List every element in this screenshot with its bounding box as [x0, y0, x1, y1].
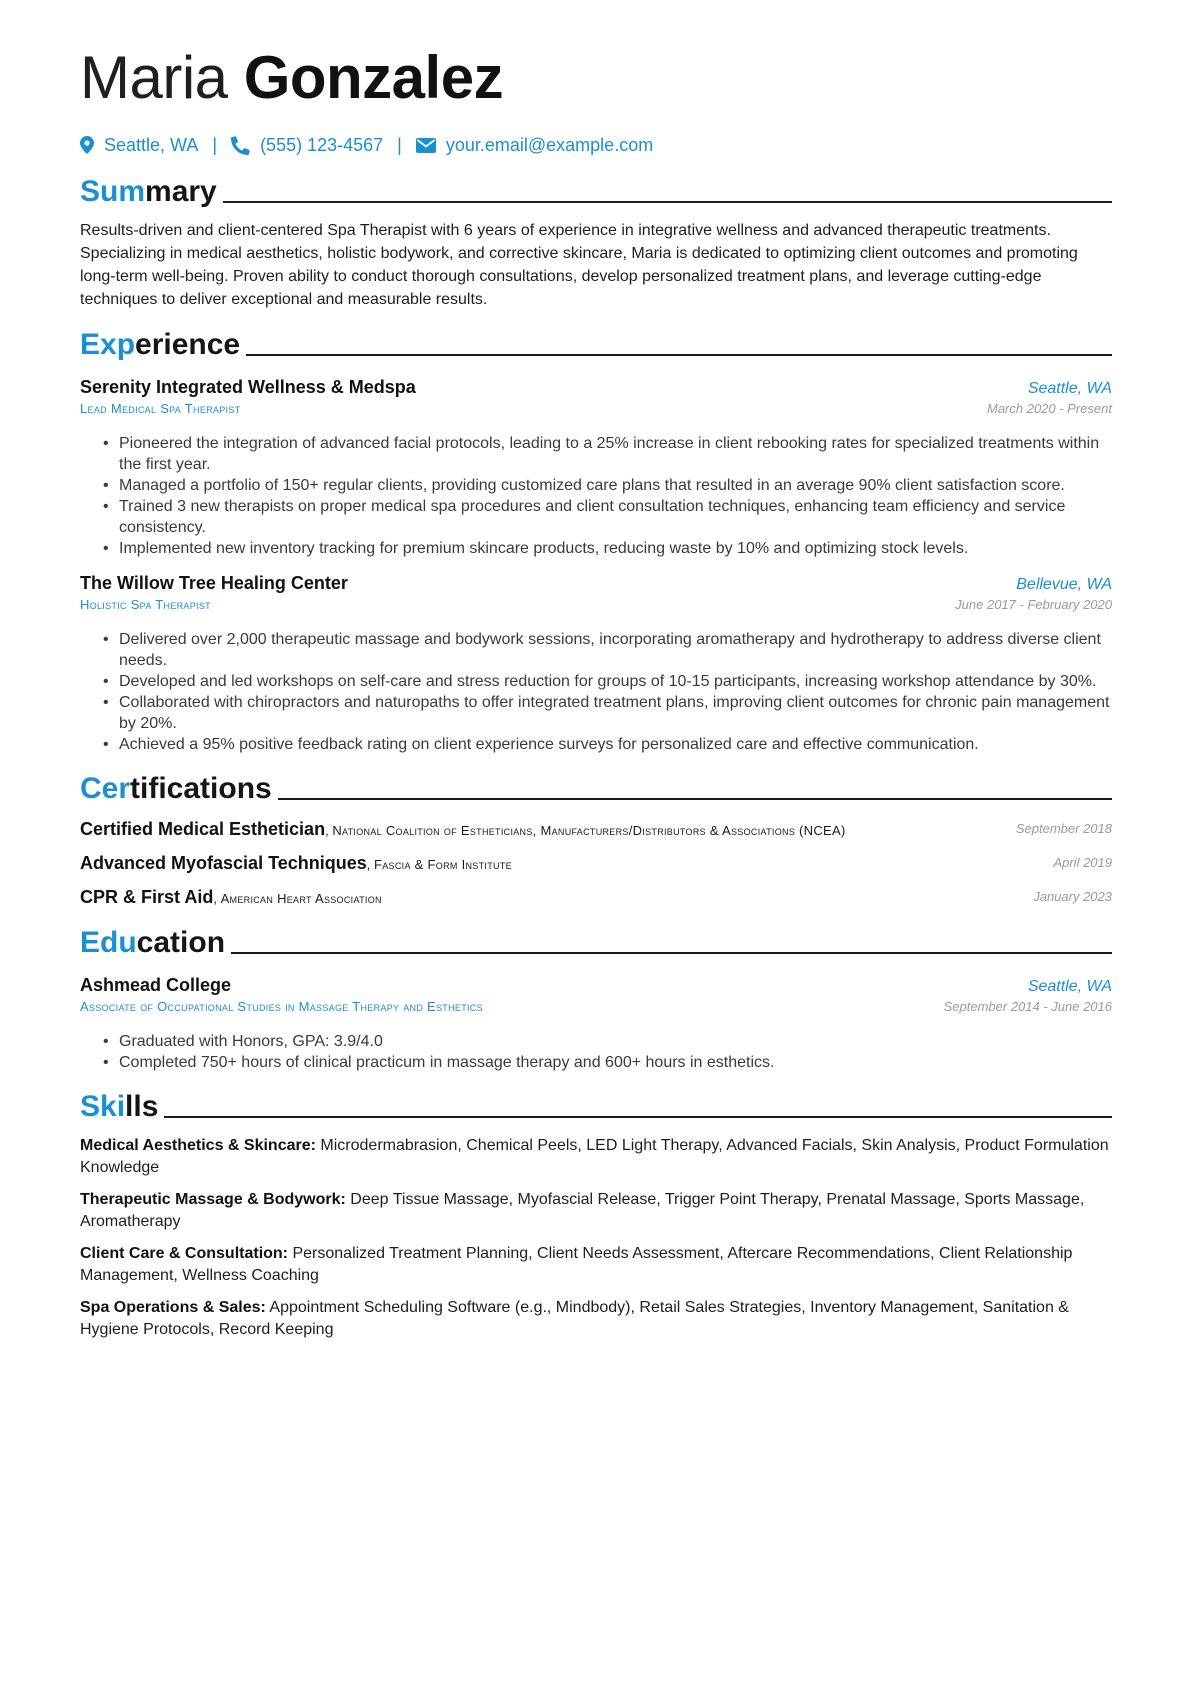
certification-date: January 2023 — [1033, 889, 1112, 904]
contact-email[interactable] — [416, 135, 653, 156]
contact-separator: | — [397, 134, 402, 155]
certification-name: Advanced Myofascial Techniques — [80, 853, 367, 873]
education-details — [80, 1031, 1112, 1073]
section-rule — [164, 1116, 1112, 1118]
school-name: Ashmead College — [80, 975, 232, 995]
skill-group — [80, 1297, 1112, 1341]
section-title: Summary — [80, 175, 217, 208]
school-location: Seattle, WA — [1027, 978, 1112, 995]
certifications-heading — [80, 767, 1112, 807]
employer-name: Serenity Integrated Wellness & Medspa — [80, 377, 416, 397]
contact-location — [80, 135, 198, 156]
section-rule — [231, 952, 1112, 954]
education-entry — [80, 975, 1112, 1073]
list-item: • Developed and led workshops on self-care and stress reduction for groups of 10-15 participants, increasing workshop attendance by 30%. — [119, 671, 1112, 692]
skill-category: Spa Operations & Sales: — [80, 1299, 266, 1316]
certification-date: April 2019 — [1053, 855, 1112, 870]
candidate-name — [80, 40, 1112, 116]
section-title: Certifications — [80, 772, 272, 805]
employer-location: Seattle, WA — [1027, 380, 1112, 397]
phone-text: (555) 123-4567 — [260, 134, 384, 155]
skill-group — [80, 1135, 1112, 1179]
achievement-list — [80, 629, 1112, 755]
job-title: Lead Medical Spa Therapist — [80, 401, 241, 416]
list-item: • Achieved a 95% positive feedback rating on client experience surveys for personalized care and effective communication. — [119, 734, 1112, 755]
experience-entry — [80, 377, 1112, 559]
skill-list: Appointment Scheduling Software (e.g., Mindbody), Retail Sales Strategies, Inventory Management, Sanitation & Hygiene Protocols, Record Keeping — [80, 1299, 1069, 1338]
section-rule — [246, 354, 1112, 356]
certification-item: Certified Medical Esthetician, National Coalition of Estheticians, Manufacturers/Distributors & Associations (NCEA) September 2018 — [80, 819, 1112, 839]
skill-category: Medical Aesthetics & Skincare: — [80, 1137, 316, 1154]
certification-name: Certified Medical Esthetician — [80, 819, 326, 839]
summary-text: Results-driven and client-centered Spa Therapist with 6 years of experience in integrative wellness and advanced therapeutic treatments. Specializing in medical aesthetics, holistic bodywork, and corrective skincare, Maria is dedicated to optimizing client outcomes and promoting long-term well-being. Proven ability to conduct thorough consultations, develop personalized treatment plans, and leverage cutting-edge techniques to deliver exceptional and measurable results. — [80, 222, 1078, 308]
employer-name: The Willow Tree Healing Center — [80, 573, 348, 593]
contact-line — [80, 132, 1112, 158]
section-rule — [278, 798, 1112, 800]
list-item: • Graduated with Honors, GPA: 3.9/4.0 — [119, 1031, 1112, 1052]
list-item: • Implemented new inventory tracking for premium skincare products, reducing waste by 10% and optimizing stock levels. — [119, 538, 1112, 559]
certification-issuer: Fascia & Form Institute — [374, 857, 512, 872]
certification-date: September 2018 — [1015, 821, 1112, 836]
certification-issuer: American Heart Association — [220, 891, 382, 906]
skill-list: Microdermabrasion, Chemical Peels, LED Light Therapy, Advanced Facials, Skin Analysis, Product Formulation Knowledge — [80, 1137, 1109, 1176]
summary-heading — [80, 170, 1112, 210]
envelope-icon — [416, 138, 436, 153]
job-dates: March 2020 - Present — [986, 401, 1112, 416]
job-title: Holistic Spa Therapist — [80, 597, 211, 612]
list-item: • Completed 750+ hours of clinical practicum in massage therapy and 600+ hours in esthetics. — [119, 1052, 1112, 1073]
phone-icon — [231, 136, 250, 155]
skill-list: Deep Tissue Massage, Myofascial Release, Trigger Point Therapy, Prenatal Massage, Sports Massage, Aromatherapy — [80, 1191, 1085, 1230]
skill-category: Client Care & Consultation: — [80, 1245, 289, 1262]
certification-issuer: National Coalition of Estheticians, Manufacturers/Distributors & Associations (NCEA) — [332, 823, 846, 838]
skills-heading — [80, 1085, 1112, 1125]
first-name: Maria — [80, 44, 228, 111]
location-text: Seattle, WA — [104, 134, 199, 155]
list-item: • Delivered over 2,000 therapeutic massage and bodywork sessions, incorporating aromatherapy and hydrotherapy to address diverse client needs. — [119, 629, 1112, 671]
skill-list: Personalized Treatment Planning, Client Needs Assessment, Aftercare Recommendations, Client Relationship Management, Wellness Coaching — [80, 1245, 1073, 1284]
education-heading — [80, 921, 1112, 961]
skill-group — [80, 1189, 1112, 1233]
section-title: Experience — [80, 328, 241, 361]
contact-phone[interactable] — [231, 135, 383, 156]
list-item: • Managed a portfolio of 150+ regular clients, providing customized care plans that resulted in an average 90% client satisfaction score. — [119, 475, 1112, 496]
list-item: • Pioneered the integration of advanced facial protocols, leading to a 25% increase in client rebooking rates for specialized treatments within the first year. — [119, 433, 1112, 475]
contact-separator: | — [212, 134, 218, 155]
achievement-list — [80, 433, 1112, 559]
section-title: Education — [80, 926, 226, 959]
list-item: • Trained 3 new therapists on proper medical spa procedures and client consultation techniques, enhancing team efficiency and service consistency. — [119, 496, 1112, 538]
certification-item: Advanced Myofascial Techniques, Fascia & Form Institute April 2019 — [80, 853, 1112, 873]
skill-group — [80, 1243, 1112, 1287]
location-pin-icon — [80, 136, 94, 154]
employer-location: Bellevue, WA — [1016, 576, 1112, 593]
degree-title: Associate of Occupational Studies in Massage Therapy and Esthetics — [80, 999, 483, 1014]
skill-category: Therapeutic Massage & Bodywork: — [80, 1191, 346, 1208]
section-title: Skills — [80, 1090, 159, 1123]
last-name: Gonzalez — [243, 44, 504, 111]
list-item: • Collaborated with chiropractors and naturopaths to offer integrated treatment plans, improving client outcomes for chronic pain management by 20%. — [119, 692, 1112, 734]
experience-entry — [80, 573, 1112, 755]
certification-item: CPR & First Aid, American Heart Association January 2023 — [80, 887, 1112, 907]
certification-name: CPR & First Aid — [80, 887, 214, 907]
experience-heading — [80, 323, 1112, 363]
email-link: your.email@example.com — [445, 134, 654, 155]
job-dates: June 2017 - February 2020 — [955, 597, 1112, 612]
education-dates: September 2014 - June 2016 — [943, 999, 1112, 1014]
section-rule — [223, 201, 1112, 203]
